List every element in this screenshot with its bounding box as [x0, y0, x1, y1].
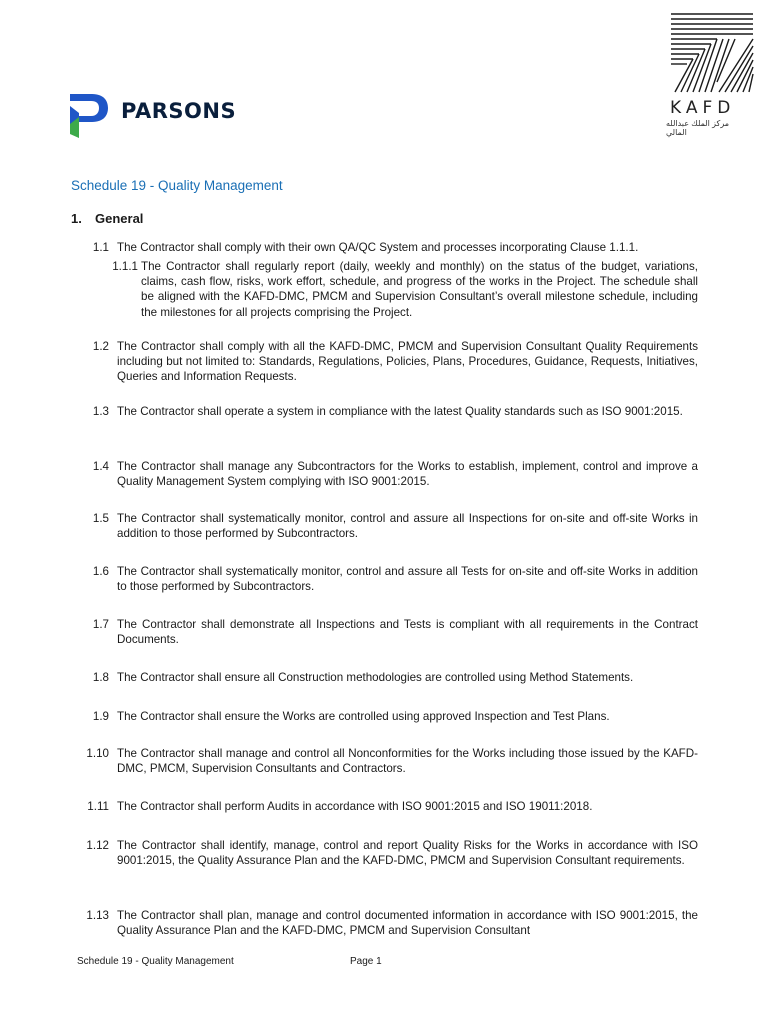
section-number: 1. — [71, 211, 82, 226]
clause-text: The Contractor shall demonstrate all Inspections and Tests is compliant with all requirements in the Contract Documents. — [117, 618, 698, 647]
document-title: Schedule 19 - Quality Management — [71, 178, 283, 193]
kafd-wordmark: KAFD — [670, 98, 736, 118]
clause-number: 1.9 — [92, 710, 109, 723]
clause-number: 1.4 — [92, 460, 109, 473]
clause-1-10 — [60, 746, 698, 776]
section-heading — [71, 211, 143, 226]
clause-1-8 — [60, 670, 698, 685]
clause-text: The Contractor shall identify, manage, control and report Quality Risks for the Works in accordance with ISO 9001:2015, the Quality Assurance Plan and the KAFD-DMC, PMCM and Supervision Consultant requirements. — [117, 839, 698, 868]
clause-text: The Contractor shall comply with their own QA/QC System and processes incorporating Clause 1.1.1. — [117, 241, 639, 254]
clause-text: The Contractor shall perform Audits in accordance with ISO 9001:2015 and ISO 19011:2018. — [117, 800, 593, 813]
clause-number: 1.13 — [86, 909, 109, 922]
clause-text: The Contractor shall ensure all Construction methodologies are controlled using Method Statements. — [117, 671, 634, 684]
clause-text: The Contractor shall systematically monitor, control and assure all Tests for on-site and off-site Works in addition to those performed by Subcontractors. — [117, 565, 698, 594]
clause-number: 1.1.1 — [112, 260, 138, 273]
clause-number: 1.8 — [92, 671, 109, 684]
clause-1-11 — [60, 799, 698, 814]
kafd-arabic-name: مركز الملك عبدالله المالي — [666, 119, 730, 137]
clause-number: 1.10 — [86, 747, 109, 760]
clause-1-7 — [60, 617, 698, 647]
clause-1-1-1 — [60, 259, 698, 320]
clause-number: 1.1 — [92, 241, 109, 254]
footer-document-name: Schedule 19 - Quality Management — [77, 956, 234, 967]
clause-number: 1.6 — [92, 565, 109, 578]
parsons-logo — [70, 94, 236, 138]
clause-text: The Contractor shall regularly report (daily, weekly and monthly) on the status of the budget, variations, claims, cash flow, risks, work effort, schedule, and progress of the works in the Project. The schedule shall be aligned with the KAFD-DMC, PMCM and Supervision Consultant’s overall milestone schedule, including the milestones for all projects comprising the Project. — [141, 260, 698, 319]
clause-1-9 — [60, 709, 698, 724]
clause-number: 1.7 — [92, 618, 109, 631]
clause-text: The Contractor shall manage any Subcontractors for the Works to establish, implement, control and improve a Quality Management System complying with ISO 9001:2015. — [117, 460, 698, 489]
clause-1-12 — [60, 838, 698, 868]
clause-1-2 — [60, 339, 698, 385]
kafd-logo-icon — [667, 10, 757, 96]
clause-1-13 — [60, 908, 698, 938]
clause-number: 1.2 — [92, 340, 109, 353]
clause-1-6 — [60, 564, 698, 594]
clause-1-1 — [60, 240, 698, 255]
clause-number: 1.12 — [86, 839, 109, 852]
kafd-logo — [662, 10, 762, 137]
clause-text: The Contractor shall operate a system in compliance with the latest Quality standards such as ISO 9001:2015. — [117, 405, 683, 418]
clause-number: 1.11 — [87, 800, 109, 813]
clause-number: 1.5 — [92, 512, 109, 525]
clause-1-4 — [60, 459, 698, 489]
clause-text: The Contractor shall ensure the Works are controlled using approved Inspection and Test Plans. — [117, 710, 610, 723]
clause-1-3 — [60, 404, 698, 419]
parsons-logo-icon — [70, 94, 110, 138]
section-title: General — [95, 211, 144, 226]
clause-1-5 — [60, 511, 698, 541]
parsons-wordmark: PARSONS — [121, 99, 237, 123]
clause-text: The Contractor shall comply with all the KAFD-DMC, PMCM and Supervision Consultant Quality Requirements including but not limited to: Standards, Regulations, Policies, Plans, Procedures, Guidance, Requests, Initiatives, Queries and Information Requests. — [117, 340, 698, 384]
clause-text: The Contractor shall systematically monitor, control and assure all Inspections for on-site and off-site Works in addition to those performed by Subcontractors. — [117, 512, 698, 541]
clause-number: 1.3 — [92, 405, 109, 418]
clause-text: The Contractor shall plan, manage and control documented information in accordance with ISO 9001:2015, the Quality Assurance Plan and the KAFD-DMC, PMCM and Supervision Consultant — [117, 909, 698, 938]
clause-text: The Contractor shall manage and control all Nonconformities for the Works including those issued by the KAFD-DMC, PMCM, Supervision Consultants and Contractors. — [117, 747, 698, 776]
footer-page-number: Page 1 — [350, 956, 382, 967]
